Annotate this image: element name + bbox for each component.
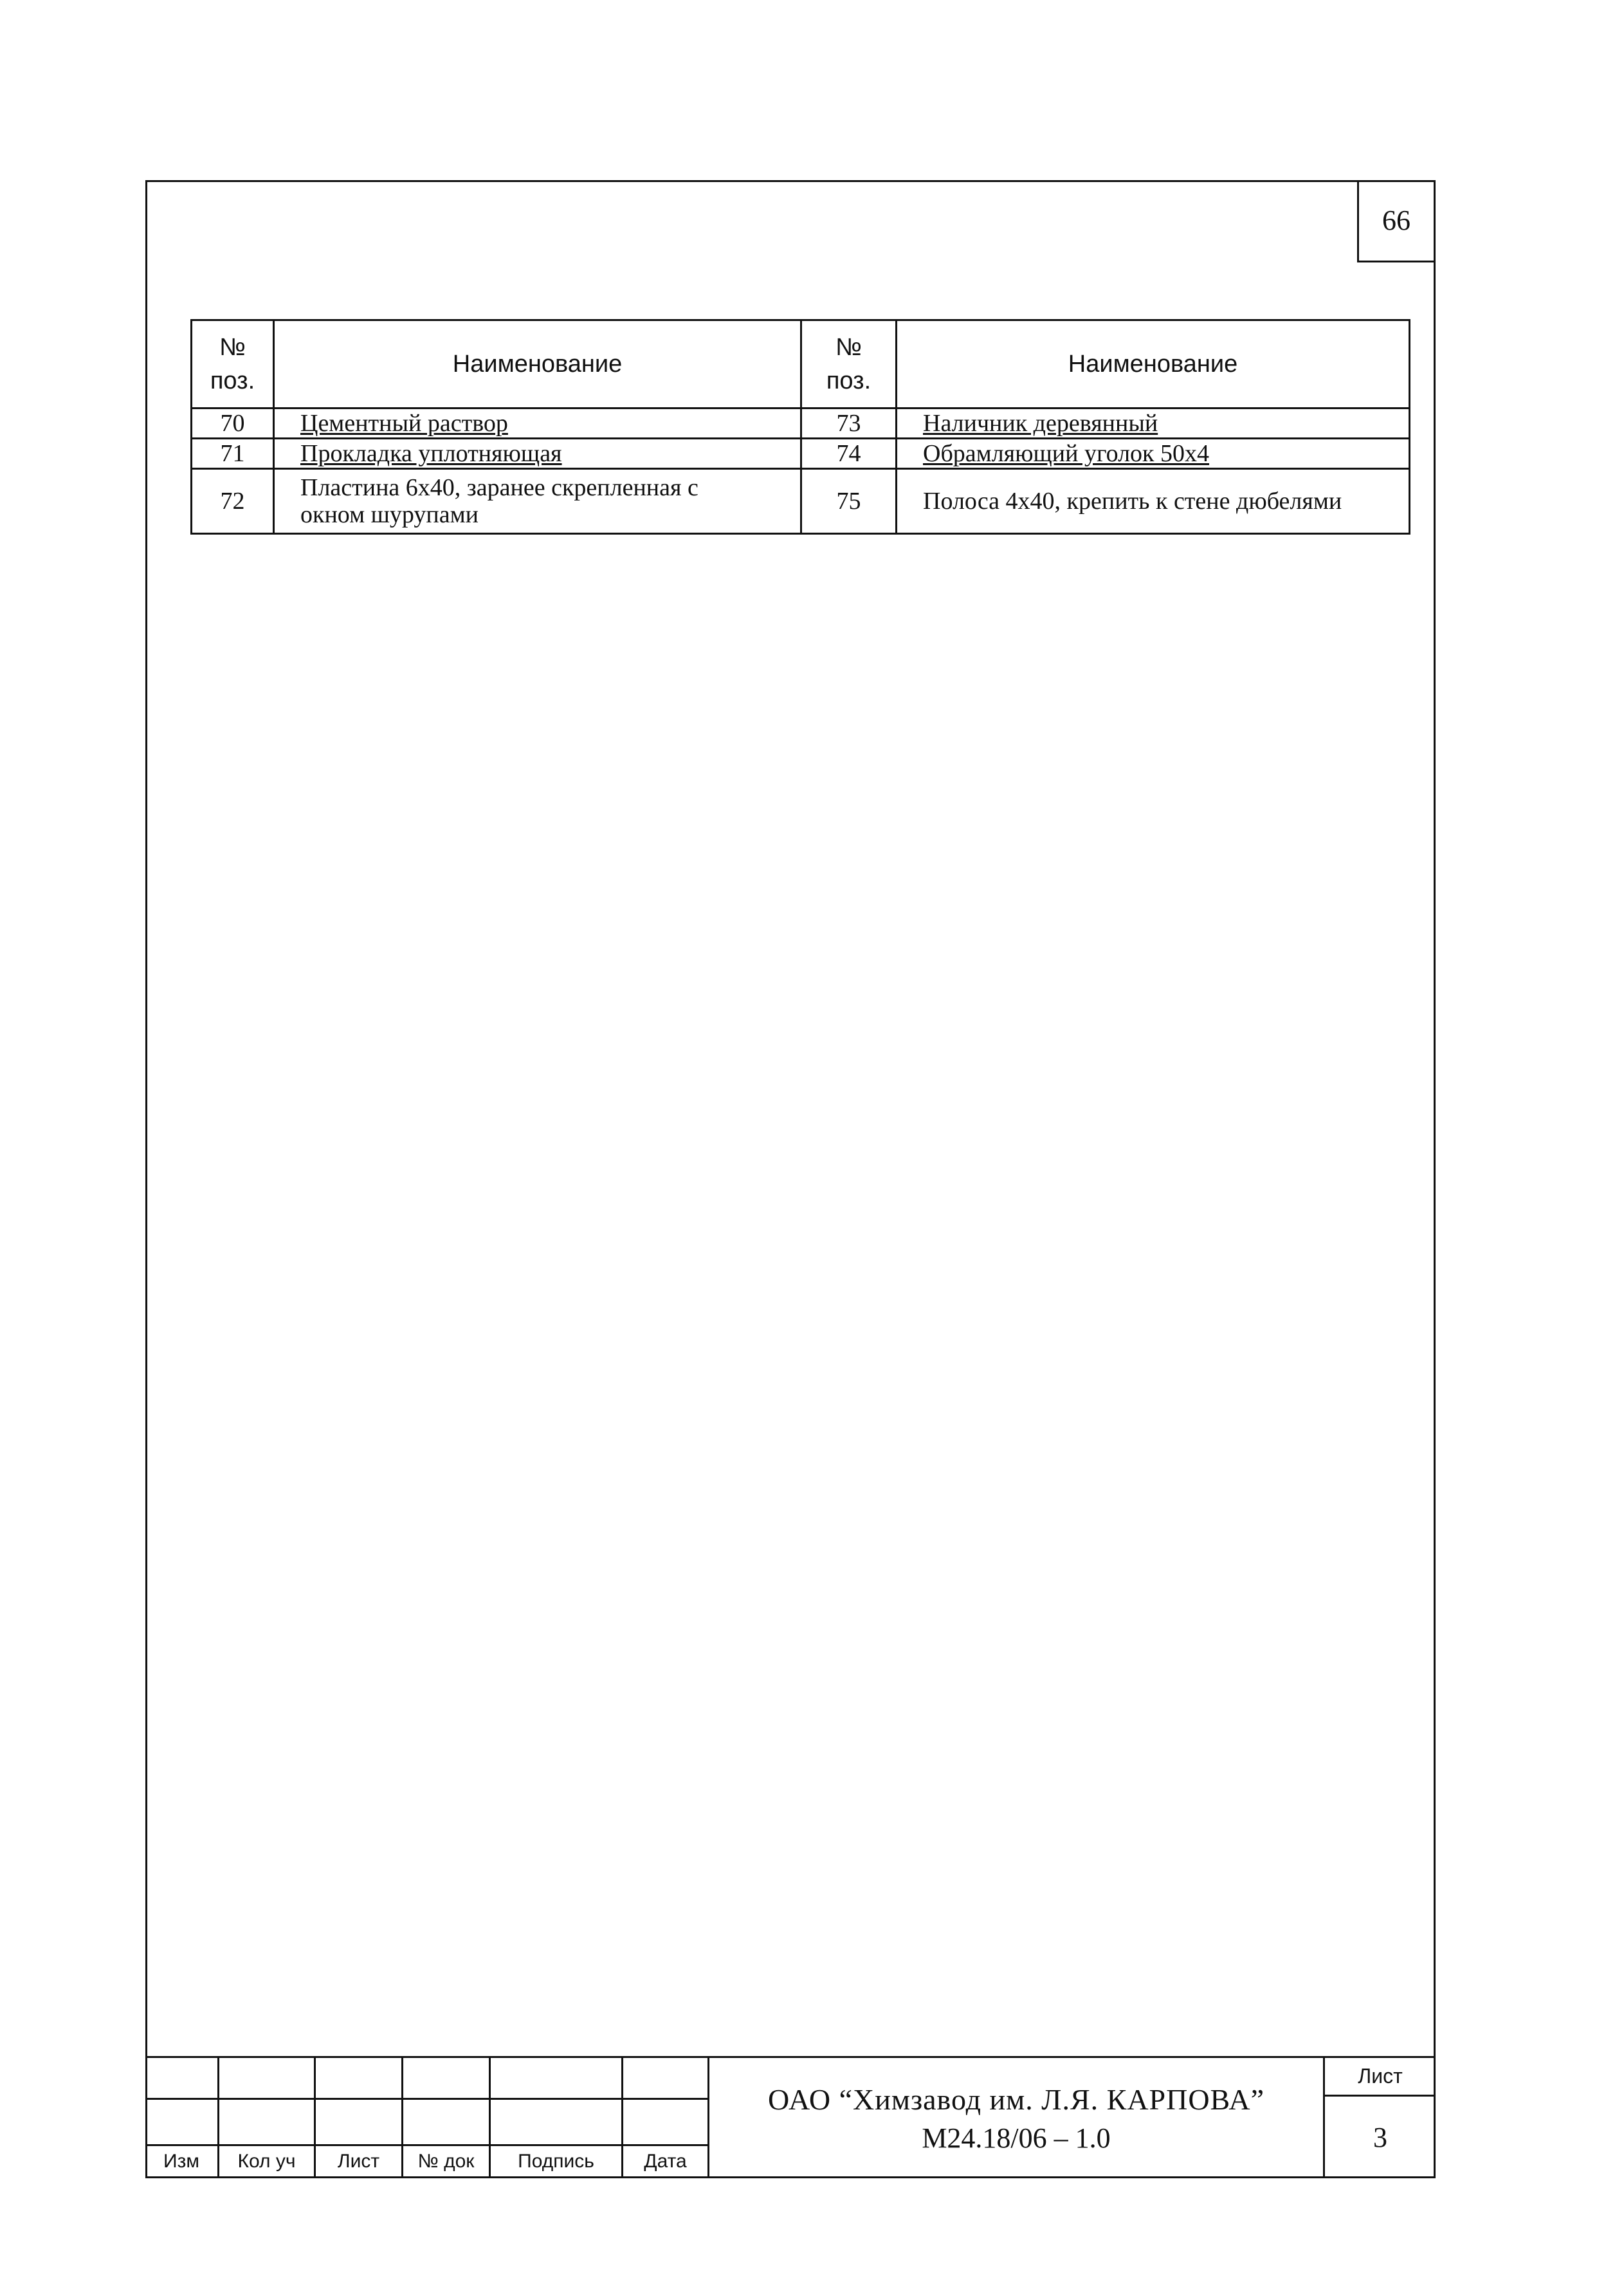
cell-name bbox=[274, 469, 801, 534]
cell-name bbox=[274, 439, 801, 469]
sheet-label: Лист bbox=[1325, 2058, 1436, 2097]
cell-pos: 71 bbox=[192, 439, 274, 469]
label-izm: Изм bbox=[163, 2151, 199, 2172]
table-row bbox=[192, 439, 1410, 469]
cell-name: Полоса 4х40, крепить к стене дюбелями bbox=[897, 469, 1410, 534]
header-pos-symbol: № bbox=[835, 334, 862, 361]
header-name-left: Наименование bbox=[274, 320, 801, 409]
cell-name-text: Обрамляющий уголок 50х4 bbox=[923, 440, 1210, 467]
cell-name-line: окном шурупами bbox=[300, 501, 479, 528]
organization-name: ОАО “Химзавод им. Л.Я. КАРПОВА” bbox=[768, 2082, 1264, 2116]
cell-name bbox=[897, 439, 1410, 469]
header-pos-abbrev: поз. bbox=[210, 367, 255, 394]
table-row bbox=[192, 469, 1410, 534]
table-header-row bbox=[192, 320, 1410, 409]
specification-table bbox=[190, 319, 1410, 535]
header-name-right: Наименование bbox=[897, 320, 1410, 409]
label-list: Лист bbox=[337, 2151, 380, 2172]
cell-name-text: Цементный раствор bbox=[300, 410, 508, 437]
title-block-center bbox=[707, 2058, 1325, 2178]
sheet-number: 3 bbox=[1373, 2122, 1387, 2153]
sheet-cell bbox=[1325, 2058, 1436, 2178]
label-kol-uch: Кол уч bbox=[237, 2151, 296, 2172]
cell-pos: 70 bbox=[192, 409, 274, 439]
cell-pos: 75 bbox=[801, 469, 897, 534]
document-code: М24.18/06 – 1.0 bbox=[922, 2122, 1111, 2154]
cell-name-text: Прокладка уплотняющая bbox=[300, 440, 562, 467]
revision-grid bbox=[145, 2058, 707, 2178]
cell-pos: 74 bbox=[801, 439, 897, 469]
label-doc-num: № док bbox=[417, 2151, 475, 2172]
page-number: 66 bbox=[1357, 180, 1436, 262]
cell-pos: 72 bbox=[192, 469, 274, 534]
cell-name-line: Пластина 6х40, заранее скрепленная с bbox=[300, 474, 698, 501]
header-pos-left bbox=[192, 320, 274, 409]
label-date: Дата bbox=[644, 2151, 687, 2172]
label-signature: Подпись bbox=[518, 2151, 594, 2172]
cell-name-text: Наличник деревянный bbox=[923, 410, 1158, 437]
cell-pos: 73 bbox=[801, 409, 897, 439]
cell-name bbox=[274, 409, 801, 439]
table-row bbox=[192, 409, 1410, 439]
header-pos-symbol: № bbox=[219, 334, 246, 361]
title-block bbox=[145, 2056, 1436, 2178]
cell-name bbox=[897, 409, 1410, 439]
header-pos-abbrev: поз. bbox=[826, 367, 871, 394]
header-pos-right bbox=[801, 320, 897, 409]
